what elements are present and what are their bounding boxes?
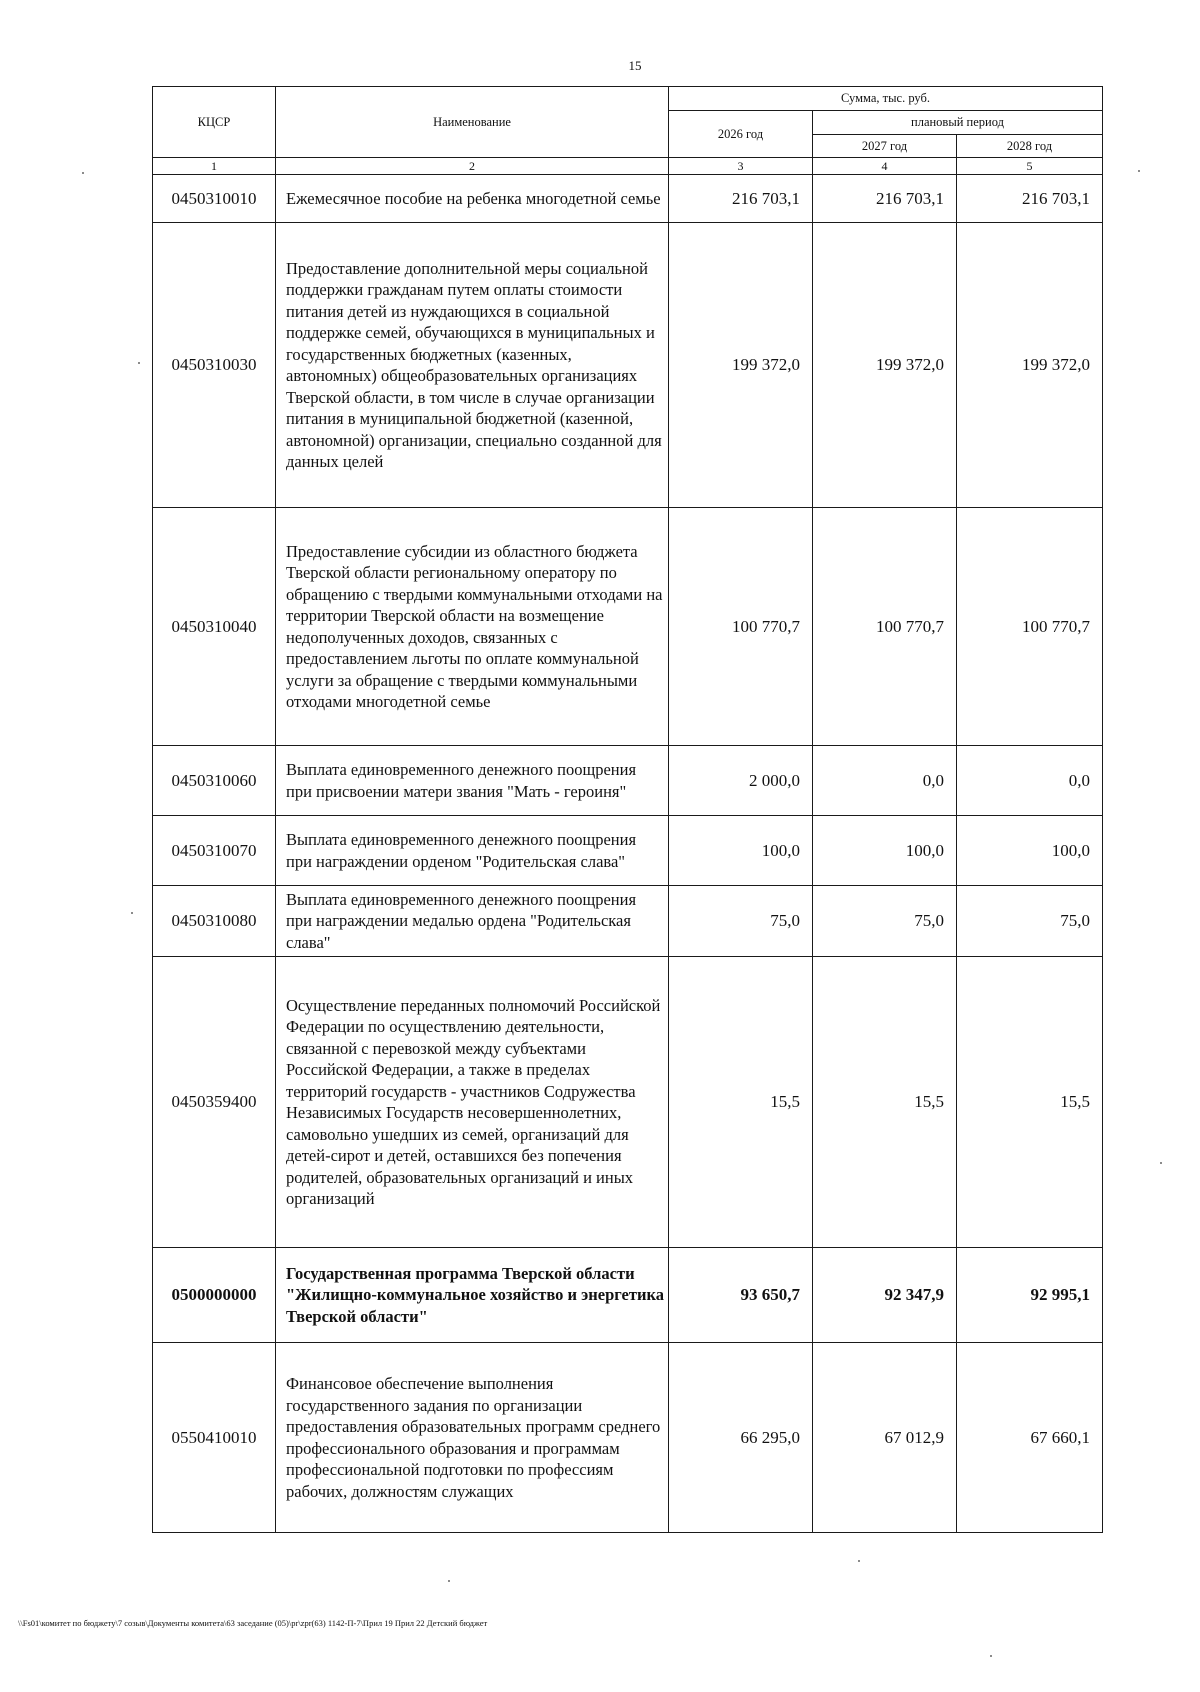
row-code: 0450310030	[153, 223, 276, 508]
row-2027: 216 703,1	[813, 175, 957, 223]
scan-speck	[448, 1580, 450, 1582]
row-2026: 15,5	[669, 957, 813, 1248]
table-row	[153, 508, 1103, 746]
row-code: 0450310070	[153, 816, 276, 886]
row-2026: 100 770,7	[669, 508, 813, 746]
row-name: Выплата единовременного денежного поощрения при награждении медалью ордена "Родительская слава"	[276, 886, 669, 957]
page-number: 15	[628, 58, 642, 73]
row-name: Выплата единовременного денежного поощрения при присвоении матери звания "Мать - героиня"	[276, 746, 669, 816]
scan-speck	[990, 1655, 992, 1657]
row-2027: 100 770,7	[813, 508, 957, 746]
row-code: 0550410010	[153, 1343, 276, 1533]
table-row	[153, 1343, 1103, 1533]
row-name: Государственная программа Тверской области "Жилищно-коммунальное хозяйство и энергетика Тверской области"	[276, 1248, 669, 1343]
row-2028: 100,0	[957, 816, 1103, 886]
col-num: 3	[669, 158, 813, 175]
row-2028: 216 703,1	[957, 175, 1103, 223]
row-name: Финансовое обеспечение выполнения государственного задания по организации предоставления образовательных программ среднего профессионального образования и программам профессиональной подготовки по профессиям рабочих, должностям служащих	[276, 1343, 669, 1533]
row-code: 0450310040	[153, 508, 276, 746]
row-code: 0450310080	[153, 886, 276, 957]
row-2027: 199 372,0	[813, 223, 957, 508]
footer-file-path: \\Fs01\комитет по бюджету\7 созыв\Документы комитета\63 заседание (05)\pr\zpr(63) 1142-П-7\Прил 19 Прил 22 Детский бюджет	[18, 1618, 488, 1628]
row-2028: 75,0	[957, 886, 1103, 957]
row-2027: 100,0	[813, 816, 957, 886]
scan-speck	[1138, 170, 1140, 172]
col-num: 1	[153, 158, 276, 175]
row-2028: 100 770,7	[957, 508, 1103, 746]
row-code: 0450310060	[153, 746, 276, 816]
row-2026: 75,0	[669, 886, 813, 957]
header-2027: 2027 год	[813, 135, 957, 158]
table-row	[153, 886, 1103, 957]
header-planned-period: плановый период	[813, 111, 1103, 135]
scan-speck	[138, 362, 140, 364]
row-2026: 100,0	[669, 816, 813, 886]
col-num: 5	[957, 158, 1103, 175]
table-row	[153, 746, 1103, 816]
row-2027: 67 012,9	[813, 1343, 957, 1533]
row-code: 0450310010	[153, 175, 276, 223]
col-num: 4	[813, 158, 957, 175]
scan-speck	[131, 912, 133, 914]
row-2028: 67 660,1	[957, 1343, 1103, 1533]
header-name: Наименование	[276, 87, 669, 158]
row-2026: 216 703,1	[669, 175, 813, 223]
row-name: Предоставление дополнительной меры социальной поддержки гражданам путем оплаты стоимости питания детей из нуждающихся в социальной поддержке семей, обучающихся в муниципальных и государственных бюджетных (казенных, автономных) общеобразовательных организациях Тверской области, в том числе в случае организации питания в муниципальной бюджетной (казенной, автономной) организации, специально созданной для данных целей	[276, 223, 669, 508]
column-number-row	[153, 158, 1103, 175]
row-code: 0450359400	[153, 957, 276, 1248]
table-row	[153, 223, 1103, 508]
row-2027: 92 347,9	[813, 1248, 957, 1343]
scan-speck	[858, 1560, 860, 1562]
row-2027: 0,0	[813, 746, 957, 816]
row-2028: 15,5	[957, 957, 1103, 1248]
header-2026: 2026 год	[669, 111, 813, 158]
header-sum: Сумма, тыс. руб.	[669, 87, 1103, 111]
row-2027: 75,0	[813, 886, 957, 957]
row-2026: 199 372,0	[669, 223, 813, 508]
table-row	[153, 816, 1103, 886]
row-2026: 2 000,0	[669, 746, 813, 816]
row-name: Предоставление субсидии из областного бюджета Тверской области региональному оператору по обращению с твердыми коммунальными отходами на территории Тверской области на возмещение недополученных доходов, связанных с предоставлением льготы по оплате коммунальной услуги за обращение с твердыми коммунальными отходами многодетной семье	[276, 508, 669, 746]
table-row-program	[153, 1248, 1103, 1343]
col-num: 2	[276, 158, 669, 175]
row-2028: 92 995,1	[957, 1248, 1103, 1343]
budget-table	[152, 86, 1103, 1533]
row-name: Ежемесячное пособие на ребенка многодетной семье	[276, 175, 669, 223]
row-2026: 93 650,7	[669, 1248, 813, 1343]
header-code: КЦСР	[153, 87, 276, 158]
table-row	[153, 957, 1103, 1248]
scan-speck	[82, 172, 84, 174]
table-row	[153, 175, 1103, 223]
scan-speck	[1160, 1162, 1162, 1164]
row-2026: 66 295,0	[669, 1343, 813, 1533]
row-2028: 199 372,0	[957, 223, 1103, 508]
row-name: Осуществление переданных полномочий Российской Федерации по осуществлению деятельности, связанной с перевозкой между субъектами Российской Федерации, а также в пределах территорий государств - участников Содружества Независимых Государств несовершеннолетних, самовольно ушедших из семей, организаций для детей-сирот и детей, оставшихся без попечения родителей, образовательных организаций и иных организаций	[276, 957, 669, 1248]
header-2028: 2028 год	[957, 135, 1103, 158]
row-2027: 15,5	[813, 957, 957, 1248]
row-name: Выплата единовременного денежного поощрения при награждении орденом "Родительская слава"	[276, 816, 669, 886]
row-code: 0500000000	[153, 1248, 276, 1343]
row-2028: 0,0	[957, 746, 1103, 816]
